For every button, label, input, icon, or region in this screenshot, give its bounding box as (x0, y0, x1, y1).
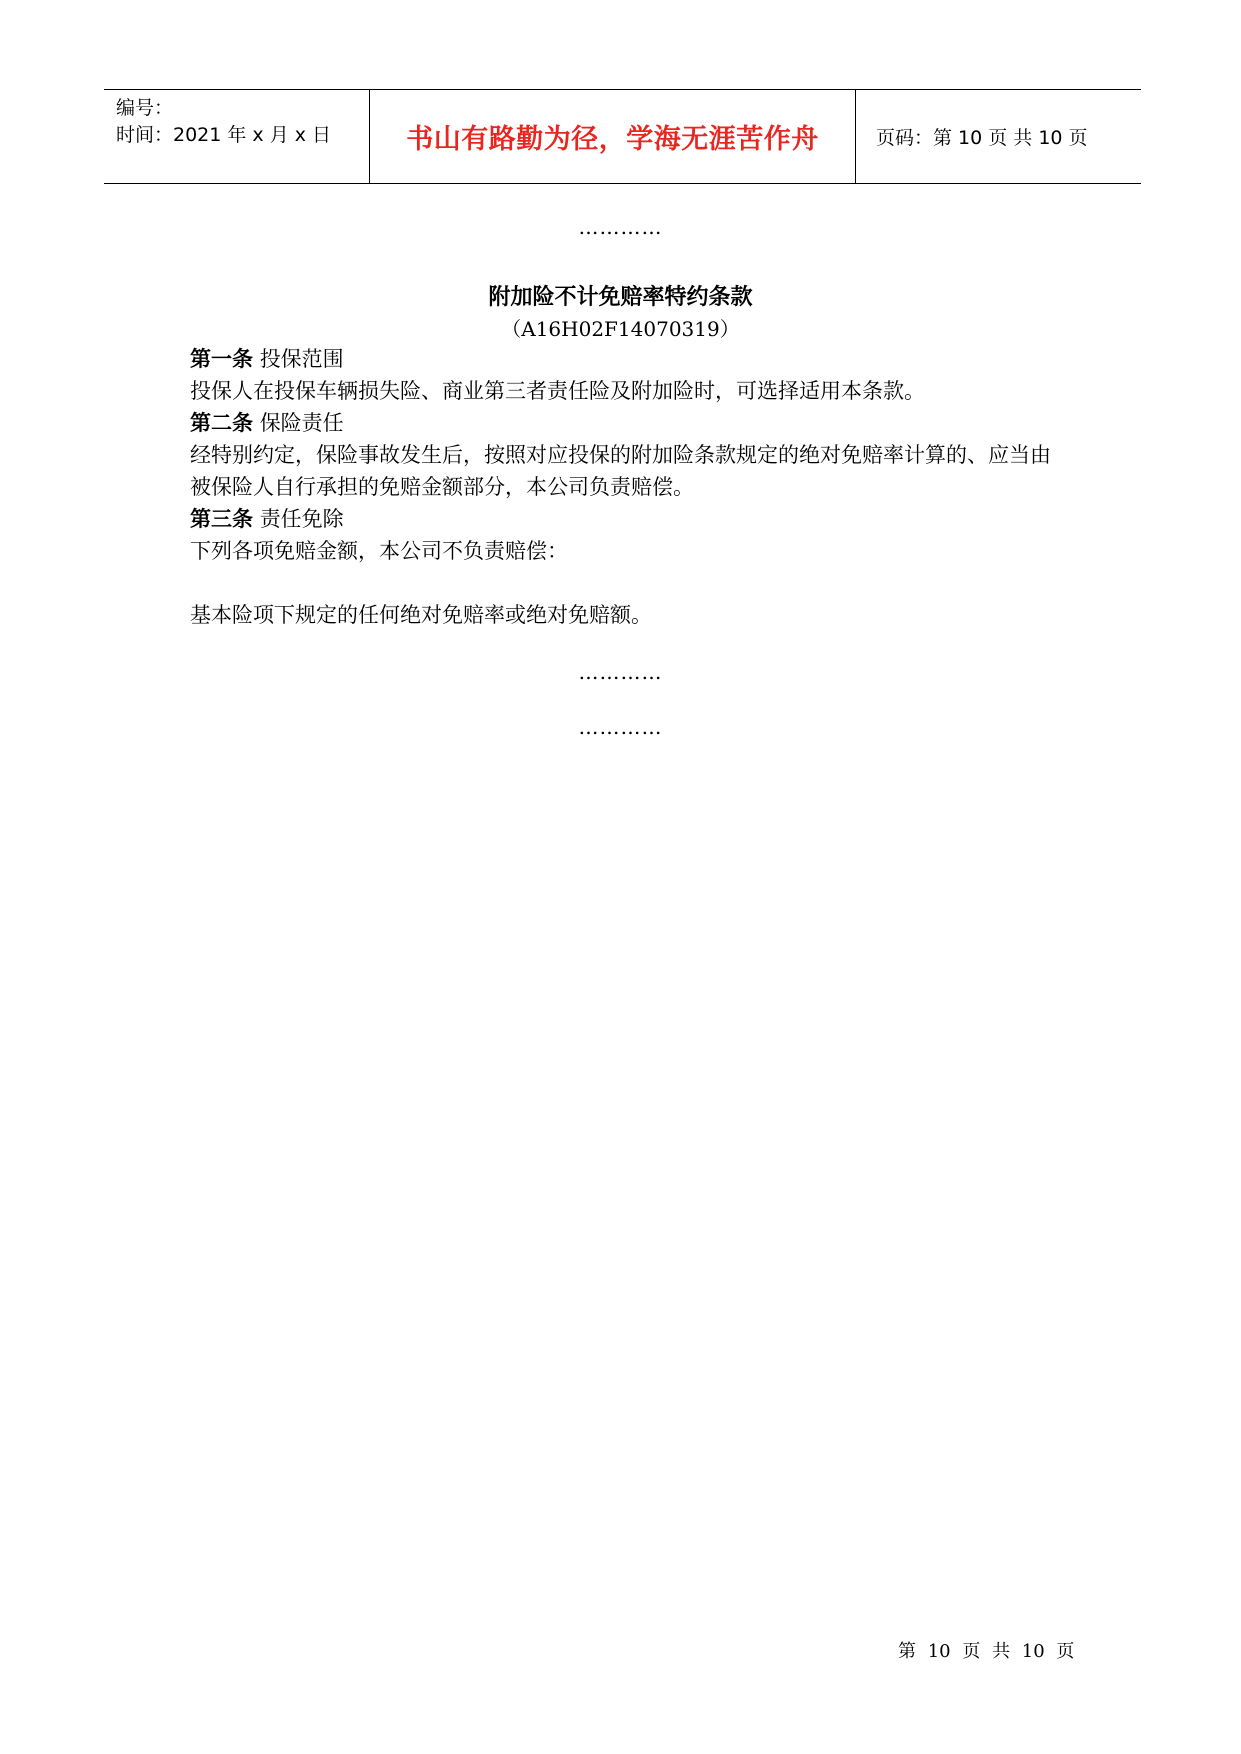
document-code: （A16H02F14070319） (501, 317, 740, 341)
article-1-text: 投保人在投保车辆损失险、商业第三者责任险及附加险时，可选择适用本条款。 (190, 379, 925, 403)
article-2-heading (190, 407, 1070, 439)
article-1-heading (190, 343, 1070, 375)
ellipsis-top: ………… (578, 215, 663, 239)
motto: 书山有路勤为径，学海无涯苦作舟 (406, 124, 819, 155)
article-heading: 责任免除 (259, 507, 344, 531)
article-2-text: 经特别约定，保险事故发生后，按照对应投保的附加险条款规定的绝对免赔率计算的、应当由被保险人自行承担的免赔金额部分，本公司负责赔偿。 (190, 443, 1051, 499)
serial-label: 编号： (116, 97, 174, 119)
time-label: 时间：2021 年 x 月 x 日 (116, 124, 332, 146)
header-page-cell (856, 90, 1141, 183)
article-number: 第三条 (190, 507, 253, 531)
page-footer: 第 10 页 共 10 页 (898, 1641, 1075, 1662)
article-3-heading (190, 503, 1070, 535)
header-meta-cell (104, 90, 370, 183)
article-heading: 投保范围 (259, 347, 344, 371)
extra-paragraph: 基本险项下规定的任何绝对免赔率或绝对免赔额。 (190, 603, 652, 627)
ellipsis-bottom: ………… (578, 715, 663, 739)
page-info: 页码：第 10 页 共 10 页 (876, 127, 1088, 149)
header-table (104, 89, 1141, 184)
document-title: 附加险不计免赔率特约条款 (488, 285, 753, 310)
article-number: 第一条 (190, 347, 253, 371)
article-number: 第二条 (190, 411, 253, 435)
article-heading: 保险责任 (259, 411, 344, 435)
header-motto-cell (370, 90, 856, 183)
ellipsis-middle: ………… (578, 660, 663, 684)
article-3-text: 下列各项免赔金额，本公司不负责赔偿： (190, 539, 568, 563)
